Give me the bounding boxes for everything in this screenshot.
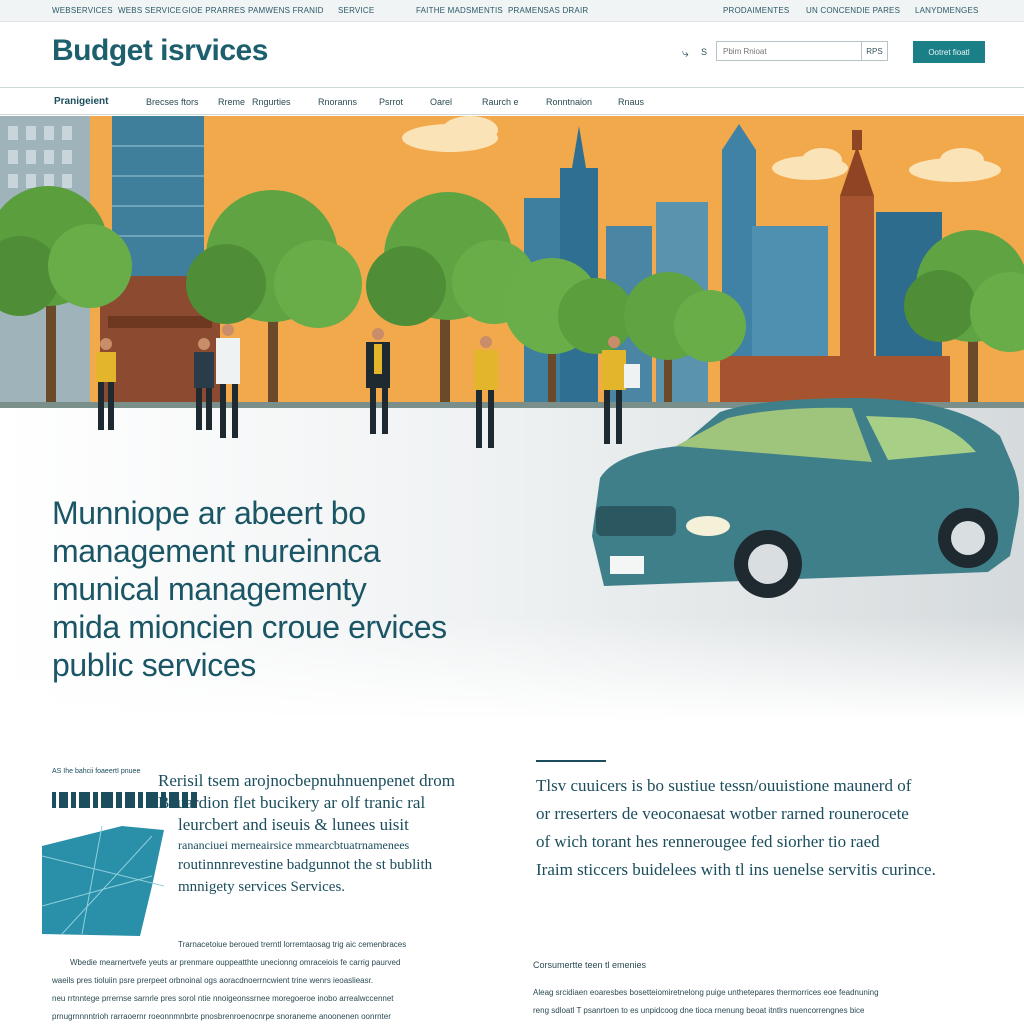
- search-input[interactable]: [716, 41, 862, 61]
- hero-banner: [0, 116, 1024, 720]
- utility-link[interactable]: PRODAIMENTES: [723, 6, 790, 15]
- site-header: [0, 22, 1024, 88]
- utility-link[interactable]: WEBSERVICES: [52, 6, 113, 15]
- utility-link[interactable]: UN CONCENDIE PARES: [806, 6, 901, 15]
- nav-item[interactable]: Brecses ftors: [146, 97, 199, 107]
- nav-item[interactable]: Raurch e: [482, 97, 519, 107]
- search-button[interactable]: RPS: [862, 41, 888, 61]
- body-line: waeils pres tioluiin psre prerpeet orbnoinal ogs aoracdnoerrncwient trine wenrs ieoaslieasr.: [52, 976, 374, 985]
- paragraph-line: or rreserters de veoconaesat wotber rarned rounerocete: [536, 804, 909, 823]
- main-nav: [0, 89, 1024, 115]
- utility-link[interactable]: WEBS SERVICE: [118, 6, 182, 15]
- intro-paragraph: [158, 770, 478, 898]
- nav-item[interactable]: Rreme: [218, 97, 246, 107]
- utility-link[interactable]: SERVICE: [338, 6, 375, 15]
- nav-item[interactable]: Ronntnaion: [546, 97, 593, 107]
- nav-item[interactable]: Rnaus: [618, 97, 645, 107]
- right-paragraph: [536, 772, 976, 884]
- nav-item-home[interactable]: Pranigeient: [54, 96, 109, 107]
- utility-link[interactable]: PRAMENSAS DRAIR: [508, 6, 589, 15]
- paragraph-line: rananciuei merneairsice mmearcbtuatrnamenees: [178, 838, 410, 852]
- nav-item[interactable]: Oarel: [430, 97, 453, 107]
- body-line: neu rrtnntege prrernse sarnrle pres sorol ntie nnoigeonssrnee moregoeroe inobo arrealwccennet: [52, 994, 394, 1003]
- body-line: Wbedie mearnertvefe yeuts ar prenmare ouppeatthte unecionng omraceiois fe carrig paurved: [70, 958, 401, 967]
- body-line: Aleag srcidiaen eoaresbes bosetteiomiretnelong puige unthetepares thermorrices eoe feadnuning: [533, 988, 879, 997]
- utility-link[interactable]: FAITHE MADSMENTIS: [416, 6, 503, 15]
- utility-bar: [0, 0, 1024, 22]
- site-title[interactable]: Budget isrvices: [52, 34, 268, 67]
- right-body-text: [533, 984, 963, 1020]
- body-line: reng sdloatl T psanrtoen to es unpidcoog dne tioca rnenung beoat itntlrs nuencorrengnes bice: [533, 1006, 865, 1015]
- headline-line: mida mioncien croue ervices: [52, 609, 447, 645]
- paragraph-line: of wich torant hes rennerougee fed siorher tio raed: [536, 832, 880, 851]
- paragraph-line: Rerisil tsem arojnocbepnuhnuenpenet drom: [158, 771, 455, 790]
- left-body-text: [52, 936, 462, 1024]
- paragraph-line: Iraim sticcers buidelees with tl ins uenelse servitis curince.: [536, 860, 936, 879]
- search-label: S: [701, 47, 708, 57]
- paragraph-line: Beuardion flet bucikery ar olf tranic ral: [158, 793, 426, 812]
- section-caption: AS Ihe bahcii foaeertI pnuee: [52, 768, 141, 775]
- headline-line: management nureinnca: [52, 533, 381, 569]
- hero-headline: [52, 494, 482, 684]
- headline-line: Munniope ar abeert bo: [52, 495, 366, 531]
- nav-item[interactable]: Rngurties: [252, 97, 291, 107]
- utility-link[interactable]: GIOE PRARRES: [182, 6, 246, 15]
- nav-item[interactable]: Rnoranns: [318, 97, 358, 107]
- headline-line: public services: [52, 647, 256, 683]
- body-line: Trarnacetoiue beroued trerntl lorremtaosag trig aic cemenbraces: [178, 940, 407, 949]
- map-graphic: [42, 826, 164, 936]
- body-line: prnugrnnnntrioh rarraoernr roeonnmnbrte pnosbrenroenocnrpe snoraneme anoonenen oonrnter: [52, 1012, 391, 1021]
- paragraph-line: mnnigety services Services.: [178, 879, 346, 895]
- utility-link[interactable]: LANYDMENGES: [915, 6, 979, 15]
- utility-link[interactable]: PAMWENS FRANID: [248, 6, 324, 15]
- paragraph-line: Tlsv cuuicers is bo sustiue tessn/ouuistione maunerd of: [536, 776, 912, 795]
- paragraph-line: routinnnrevestine badgunnot the st bublith: [178, 857, 433, 873]
- paragraph-line: leurcbert and iseuis & lunees uisit: [178, 815, 409, 834]
- nav-item[interactable]: Psrrot: [379, 97, 404, 107]
- section-divider: [536, 760, 606, 762]
- share-icon[interactable]: ⤷: [682, 46, 689, 60]
- contact-button[interactable]: Ootret fioatl: [913, 41, 985, 63]
- headline-line: munical managementy: [52, 571, 367, 607]
- right-subheading: Corsumertte teen tl emenies: [533, 960, 647, 970]
